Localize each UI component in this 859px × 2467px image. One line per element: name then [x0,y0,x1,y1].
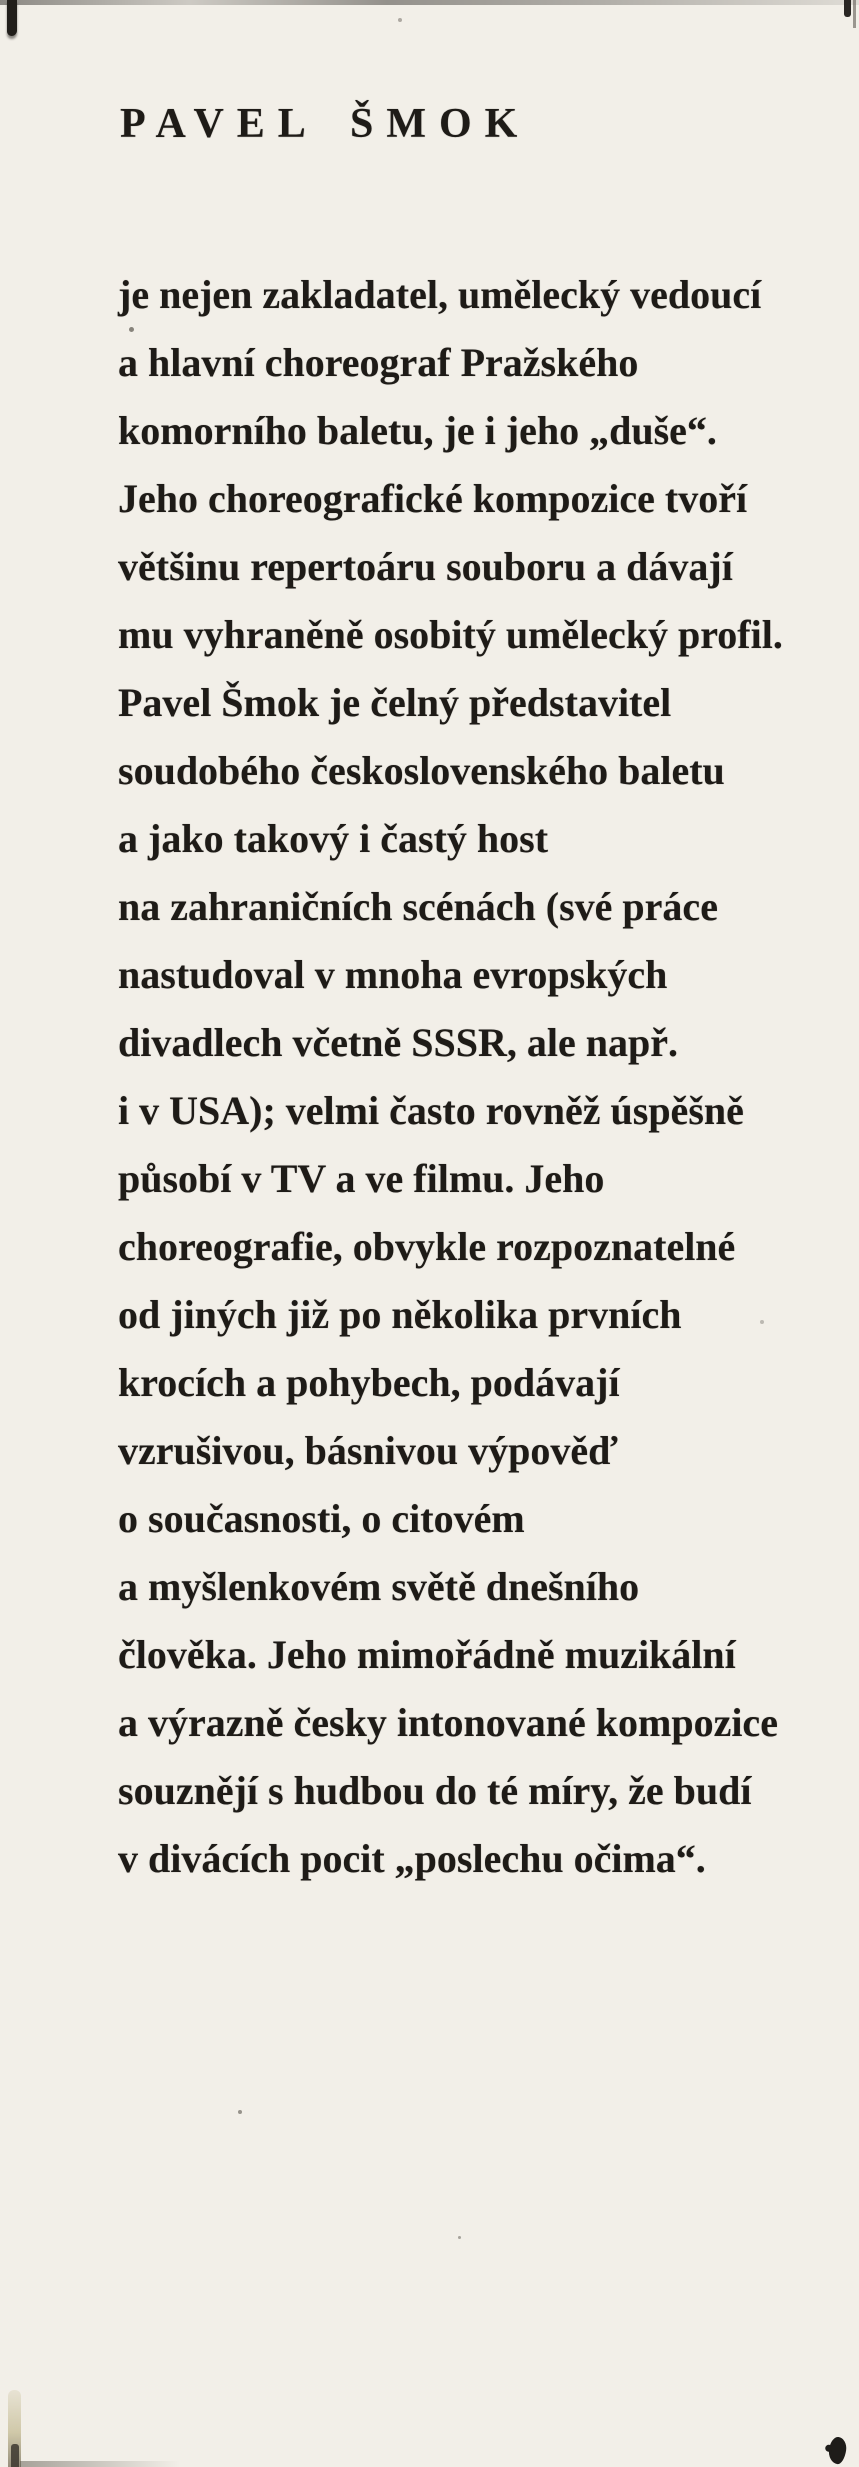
text-line: soudobého československého baletu [118,748,725,793]
text-line: je nejen zakladatel, umělecký vedoucí [118,272,762,317]
scan-smudge-bottom-left [8,2390,21,2467]
text-line: komorního baletu, je i jeho „duše“. [118,408,717,453]
scan-top-edge-shadow [0,0,859,5]
scan-mark-bottom-left [11,2444,19,2467]
text-line: od jiných již po několika prvních [118,1292,682,1337]
text-line: nastudoval v mnoha evropských [118,952,668,997]
page-title: PAVEL ŠMOK [120,101,531,147]
text-line: Jeho choreografické kompozice tvoří [118,476,748,521]
text-line: a hlavní choreograf Pražského [118,340,639,385]
text-line: Pavel Šmok je čelný představitel [118,680,672,725]
text-line: divadlech včetně SSSR, ale např. [118,1020,679,1065]
scan-right-edge-line [853,0,856,28]
text-line: i v USA); velmi často rovněž úspěšně [118,1088,744,1133]
body-text [118,261,783,1893]
text-line: a výrazně česky intonované kompozice [118,1700,778,1745]
scan-mark-top-left [7,0,17,36]
scan-mark-top-right [844,0,851,17]
scan-bottom-edge-shadow [20,2461,180,2467]
text-line: o současnosti, o citovém [118,1496,525,1541]
text-line: mu vyhraněně osobitý umělecký profil. [118,612,783,657]
text-line: a jako takový i častý host [118,816,549,861]
scan-speck [458,2236,461,2239]
text-line: vzrušivou, básnivou výpověď [118,1428,618,1473]
scan-speck [238,2110,242,2114]
text-line: souznějí s hudbou do té míry, že budí [118,1768,752,1813]
text-line: v divácích pocit „poslechu očima“. [118,1836,706,1881]
scan-blob-bottom-right [827,2436,848,2465]
text-line: na zahraničních scénách (své práce [118,884,718,929]
text-line: a myšlenkovém světě dnešního [118,1564,640,1609]
scan-speck [398,18,402,22]
text-line: krocích a pohybech, podávají [118,1360,620,1405]
text-line: většinu repertoáru souboru a dávají [118,544,733,589]
text-line: člověka. Jeho mimořádně muzikální [118,1632,736,1677]
text-line: působí v TV a ve filmu. Jeho [118,1156,605,1201]
text-line: choreografie, obvykle rozpoznatelné [118,1224,736,1269]
